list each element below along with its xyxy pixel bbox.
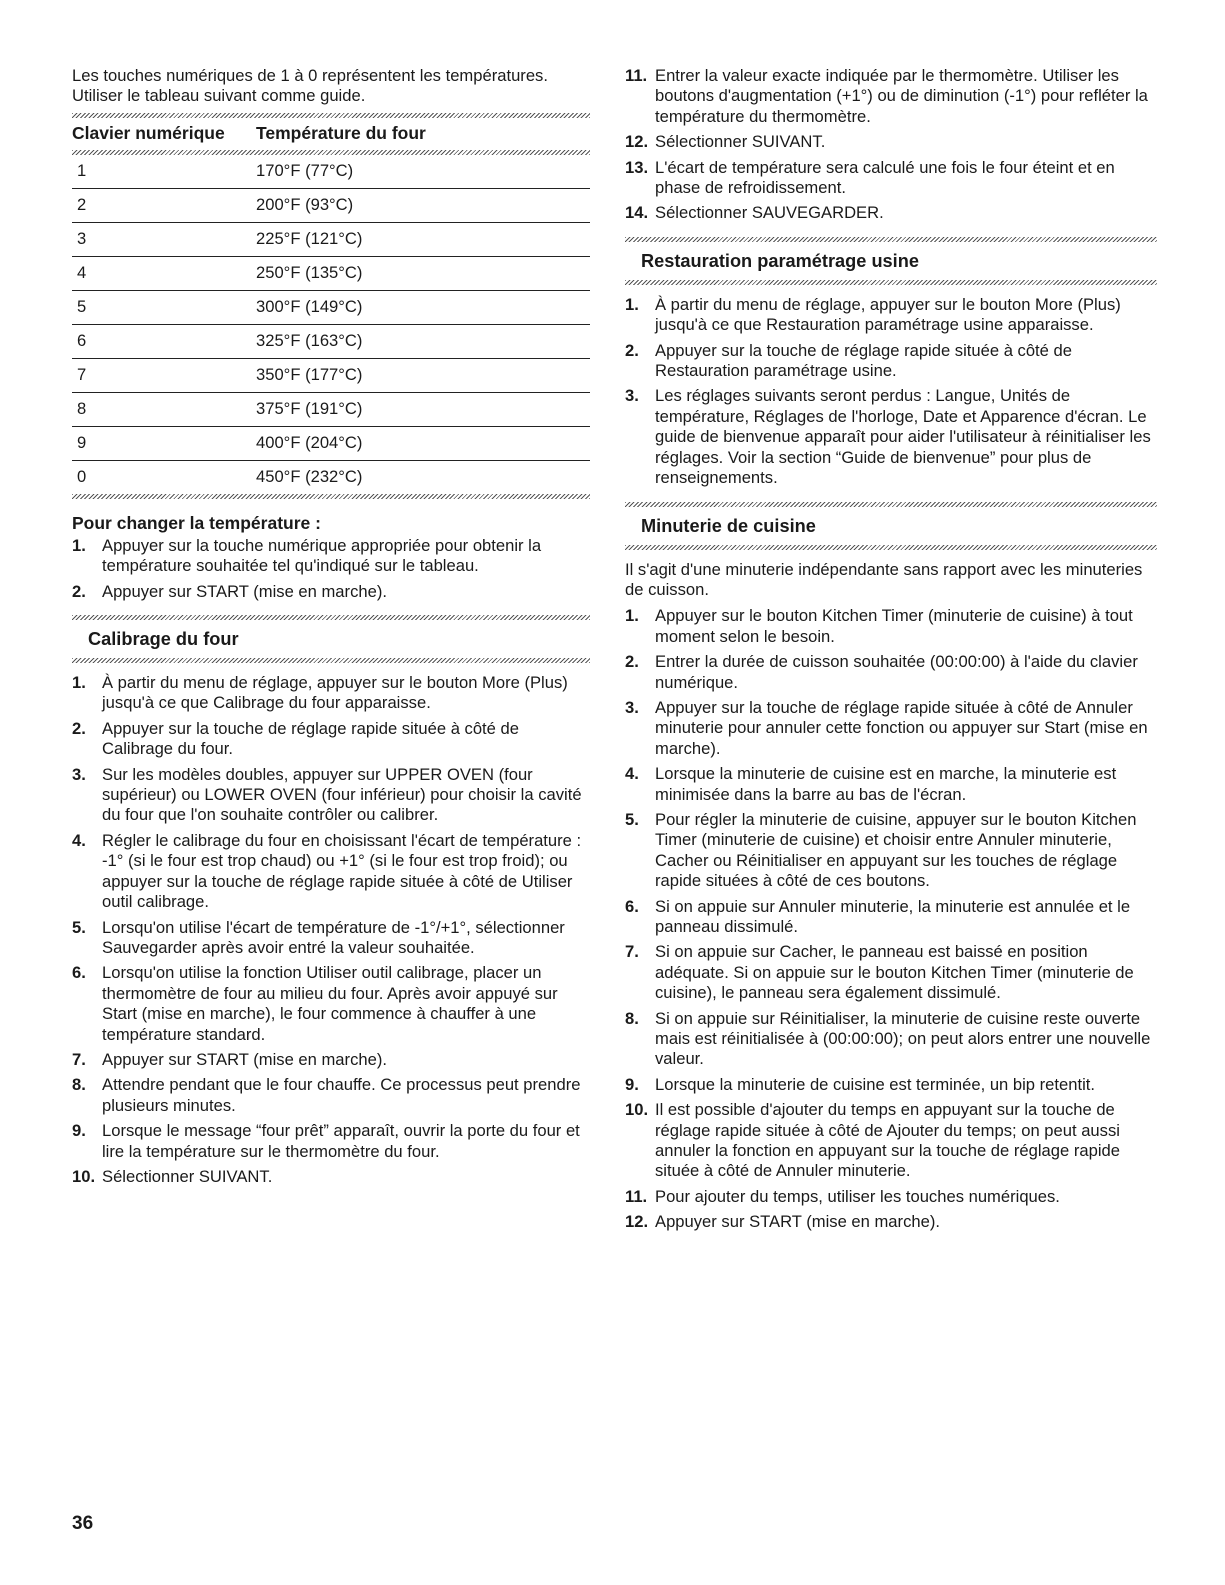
keypad-cell: 3 <box>72 222 256 256</box>
divider <box>72 494 590 499</box>
step-text: Lorsque la minuterie de cuisine est terminée, un bip retentit. <box>655 1074 1095 1094</box>
step-number: 4. <box>625 764 639 784</box>
step-text: Attendre pendant que le four chauffe. Ce processus peut prendre plusieurs minutes. <box>102 1075 581 1115</box>
step-text: Sélectionner SUIVANT. <box>102 1166 273 1186</box>
step-text: Appuyer sur la touche de réglage rapide située à côté de Annuler minuterie pour annuler cette fonction ou appuyer sur Start (mise en marche). <box>655 697 1148 758</box>
step-number: 2. <box>625 652 639 672</box>
kitchen-timer-heading: Minuterie de cuisine <box>641 515 816 536</box>
list-item <box>625 341 1157 382</box>
step-number: 2. <box>625 340 639 360</box>
list-item <box>625 1009 1157 1070</box>
list-item <box>72 536 590 577</box>
step-number: 7. <box>72 1049 86 1069</box>
temperature-cell: 350°F (177°C) <box>256 358 590 392</box>
keypad-cell: 4 <box>72 256 256 290</box>
step-number: 6. <box>72 963 86 983</box>
list-item <box>625 606 1157 647</box>
step-text: Lorsque le message “four prêt” apparaît, ouvrir la porte du four et lire la température sur le thermomètre du four. <box>102 1121 580 1161</box>
step-number: 5. <box>72 917 86 937</box>
step-number: 9. <box>72 1121 86 1141</box>
step-text: L'écart de température sera calculé une fois le four éteint et en phase de refroidissement. <box>655 157 1115 198</box>
step-text: Lorsque la minuterie de cuisine est en marche, la minuterie est minimisée dans la barre au bas de l'écran. <box>655 764 1117 804</box>
keypad-cell: 1 <box>72 155 256 189</box>
step-text: Si on appuie sur Réinitialiser, la minuterie de cuisine reste ouverte mais est réinitialisée à (00:00:00); on peut alors entrer une nouvelle valeur. <box>655 1008 1151 1069</box>
step-number: 8. <box>72 1075 86 1095</box>
list-item <box>625 295 1157 336</box>
step-text: Lorsqu'on utilise l'écart de température de -1°/+1°, sélectionner Sauvegarder après avoir entré la valeur souhaitée. <box>102 917 565 957</box>
change-temp-heading: Pour changer la température : <box>72 512 321 533</box>
right-column <box>625 66 1157 1238</box>
list-item <box>72 963 590 1045</box>
keypad-cell: 5 <box>72 290 256 324</box>
step-number: 1. <box>72 535 86 555</box>
temperature-cell: 170°F (77°C) <box>256 155 590 189</box>
list-item <box>72 673 590 714</box>
step-text: Appuyer sur START (mise en marche). <box>102 581 387 601</box>
step-number: 11. <box>625 66 648 85</box>
step-text: Pour ajouter du temps, utiliser les touches numériques. <box>655 1186 1060 1206</box>
step-text: Lorsqu'on utilise la fonction Utiliser outil calibrage, placer un thermomètre de four au milieu du four. Après avoir appuyé sur Start (mise en marche), le four commence à chauffer à une température standard. <box>102 963 558 1044</box>
step-text: Si on appuie sur Annuler minuterie, la minuterie est annulée et le panneau dissimulé. <box>655 896 1131 936</box>
table-row <box>72 460 590 494</box>
step-text: Il est possible d'ajouter du temps en appuyant sur la touche de réglage rapide située à côté de Ajouter du temps; on peut aussi annuler la fonction en appuyant sur la touche de réglage rapide située à côté de Annuler minuterie. <box>655 1100 1120 1181</box>
list-item <box>625 810 1157 892</box>
step-number: 1. <box>625 606 639 626</box>
keypad-cell: 0 <box>77 467 87 487</box>
table-row <box>72 426 590 460</box>
page-number: 36 <box>72 1513 94 1534</box>
step-text: Appuyer sur la touche de réglage rapide située à côté de Calibrage du four. <box>102 718 519 759</box>
step-text: Appuyer sur START (mise en marche). <box>655 1212 940 1232</box>
temperature-table <box>72 118 590 494</box>
step-text: À partir du menu de réglage, appuyer sur le bouton More (Plus) jusqu'à ce que Restauration paramétrage usine apparaisse. <box>655 294 1121 335</box>
temperature-cell: 225°F (121°C) <box>256 222 590 256</box>
table-row <box>72 392 590 426</box>
step-number: 10. <box>72 1166 96 1186</box>
step-text: Régler le calibrage du four en choisissant l'écart de température : -1° (si le four est trop chaud) ou +1° (si le four est trop froid); ou appuyer sur la touche de réglage rapide située à côté de Utiliser outil calibrage. <box>102 830 582 912</box>
calibration-steps <box>72 673 590 1187</box>
column-header-temperature: Température du four <box>256 122 426 143</box>
step-number: 8. <box>625 1008 639 1028</box>
step-number: 11. <box>625 1186 648 1206</box>
list-item <box>625 1212 1157 1232</box>
keypad-cell: 7 <box>72 358 256 392</box>
table-intro: Les touches numériques de 1 à 0 représentent les températures. Utiliser le tableau suivant comme guide. <box>72 66 548 106</box>
step-number: 14. <box>625 203 649 223</box>
step-text: À partir du menu de réglage, appuyer sur le bouton More (Plus) jusqu'à ce que Calibrage du four apparaisse. <box>102 673 568 713</box>
list-item <box>625 1187 1157 1207</box>
table-row <box>72 256 590 290</box>
step-number: 12. <box>625 132 649 152</box>
calibration-heading: Calibrage du four <box>88 629 239 650</box>
factory-reset-heading: Restauration paramétrage usine <box>641 250 919 271</box>
step-text: Appuyer sur le bouton Kitchen Timer (minuterie de cuisine) à tout moment selon le besoin. <box>655 606 1133 646</box>
keypad-cell: 2 <box>72 188 256 222</box>
temperature-cell: 250°F (135°C) <box>256 256 590 290</box>
list-item <box>625 1100 1157 1182</box>
list-item <box>625 158 1157 199</box>
list-item <box>625 132 1157 152</box>
step-text: Si on appuie sur Cacher, le panneau est baissé en position adéquate. Si on appuie sur le bouton Kitchen Timer (minuterie de cuisine), le panneau sera également dissimulé. <box>655 942 1134 1003</box>
step-text: Appuyer sur la touche numérique appropriée pour obtenir la température souhaitée tel qu'indiqué sur le tableau. <box>102 535 542 576</box>
step-number: 1. <box>625 294 639 314</box>
step-number: 2. <box>72 581 86 601</box>
list-item <box>72 918 590 959</box>
column-header-keypad: Clavier numérique <box>72 122 225 143</box>
list-item <box>72 582 590 602</box>
kitchen-timer-intro: Il s'agit d'une minuterie indépendante sans rapport avec les minuteries de cuisson. <box>625 559 1143 599</box>
list-item <box>625 203 1157 223</box>
list-item <box>72 1121 590 1162</box>
step-text: Sélectionner SAUVEGARDER. <box>655 203 884 223</box>
left-column <box>72 66 590 1192</box>
temperature-cell: 300°F (149°C) <box>256 290 590 324</box>
step-text: Pour régler la minuterie de cuisine, appuyer sur le bouton Kitchen Timer (minuterie de cuisine) et choisir entre Annuler minuterie, Cacher ou Réinitialiser en appuyant sur les touches de réglage rapide situées à côté de ces boutons. <box>655 809 1137 891</box>
step-number: 3. <box>625 697 639 717</box>
step-number: 12. <box>625 1212 649 1232</box>
step-text: Les réglages suivants seront perdus : Langue, Unités de température, Réglages de l'horloge, Date et Apparence d'écran. Le guide de bienvenue apparaît pour aider l'utilisateur à réinitialiser les réglages. Voir la section “Guide de bienvenue” pour plus de renseignements. <box>655 386 1151 488</box>
table-header-row <box>72 118 590 150</box>
table-row <box>72 155 590 189</box>
kitchen-timer-steps <box>625 606 1157 1232</box>
list-item <box>625 66 1157 127</box>
calibration-steps-continued <box>625 66 1157 224</box>
list-item <box>625 942 1157 1003</box>
list-item <box>72 831 590 913</box>
step-number: 4. <box>72 830 86 850</box>
step-number: 13. <box>625 157 649 177</box>
step-number: 6. <box>625 896 639 916</box>
factory-reset-steps <box>625 295 1157 489</box>
step-number: 7. <box>625 942 639 962</box>
list-item <box>625 897 1157 938</box>
list-item <box>625 1075 1157 1095</box>
temperature-cell: 400°F (204°C) <box>256 426 590 460</box>
step-number: 10. <box>625 1100 649 1120</box>
temperature-cell: 450°F (232°C) <box>256 467 363 487</box>
step-text: Entrer la valeur exacte indiquée par le thermomètre. Utiliser les boutons d'augmentation (+1°) ou de diminution (-1°) pour refléter la température du thermomètre. <box>655 66 1148 126</box>
list-item <box>625 698 1157 759</box>
temperature-cell: 200°F (93°C) <box>256 188 590 222</box>
step-number: 2. <box>72 718 86 738</box>
keypad-cell: 6 <box>72 324 256 358</box>
table-row <box>72 188 590 222</box>
step-text: Appuyer sur la touche de réglage rapide située à côté de Restauration paramétrage usine. <box>655 340 1072 381</box>
temperature-cell: 375°F (191°C) <box>256 392 590 426</box>
step-number: 1. <box>72 673 86 693</box>
keypad-cell: 8 <box>72 392 256 426</box>
change-temp-steps <box>72 536 590 602</box>
list-item <box>72 719 590 760</box>
keypad-cell: 9 <box>72 426 256 460</box>
step-text: Appuyer sur START (mise en marche). <box>102 1049 387 1069</box>
step-number: 3. <box>625 386 639 406</box>
list-item <box>72 1167 590 1187</box>
temperature-cell: 325°F (163°C) <box>256 324 590 358</box>
table-row <box>72 324 590 358</box>
list-item <box>625 652 1157 693</box>
list-item <box>72 765 590 826</box>
step-text: Sélectionner SUIVANT. <box>655 132 826 152</box>
step-number: 5. <box>625 809 639 829</box>
step-text: Sur les modèles doubles, appuyer sur UPPER OVEN (four supérieur) ou LOWER OVEN (four inférieur) pour choisir la cavité du four que l'on souhaite contrôler ou calibrer. <box>102 764 582 825</box>
step-number: 3. <box>72 764 86 784</box>
table-row <box>72 358 590 392</box>
list-item <box>625 386 1157 488</box>
table-row <box>72 222 590 256</box>
table-row <box>72 290 590 324</box>
step-text: Entrer la durée de cuisson souhaitée (00:00:00) à l'aide du clavier numérique. <box>655 652 1138 692</box>
list-item <box>625 764 1157 805</box>
list-item <box>72 1075 590 1116</box>
list-item <box>72 1050 590 1070</box>
step-number: 9. <box>625 1074 639 1094</box>
